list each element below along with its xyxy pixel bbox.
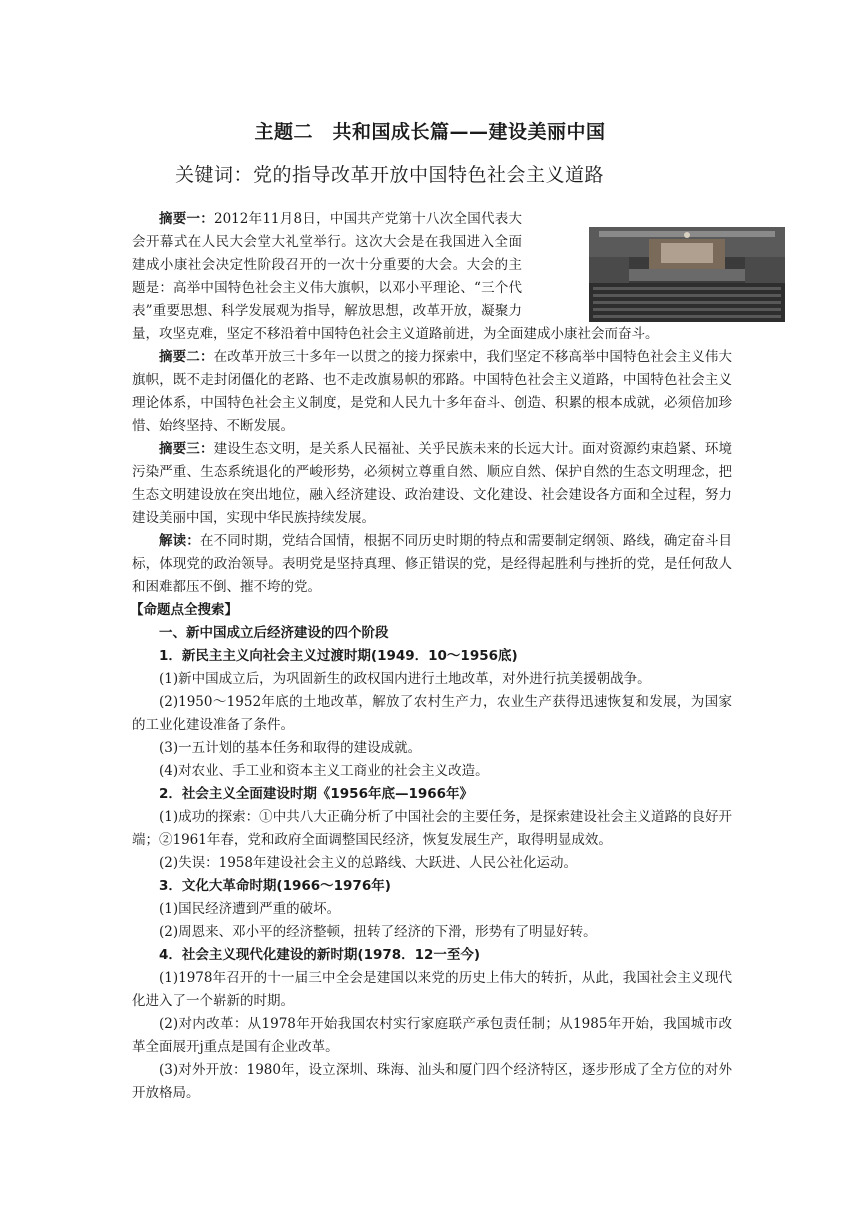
stage-item: (1)成功的探索：①中共八大正确分析了中国社会的主要任务，是探索建设社会主义道路的良好开端；②1961年春，党和政府全面调整国民经济，恢复发展生产，取得明显成效。 — [132, 809, 732, 848]
stage-item: (2)失误：1958年建设社会主义的总路线、大跃进、人民公社化运动。 — [159, 855, 577, 871]
abstract-label: 摘要一： — [159, 211, 214, 227]
stage-item: (2)周恩来、邓小平的经济整顿，扭转了经济的下滑，形势有了明显好转。 — [159, 924, 597, 940]
abstract-text: 建设生态文明，是关系人民福祉、关乎民族未来的长远大计。面对资源约束趋紧、环境污染严重、生态系统退化的严峻形势，必须树立尊重自然、顺应自然、保护自然的生态文明理念，把生态文明建设放在突出地位，融入经济建设、政治建设、文化建设、社会建设各方面和全过程，努力建设美丽中国，实现中华民族持续发展。 — [132, 441, 733, 526]
abstract-label: 摘要二： — [159, 349, 214, 365]
interpretation — [132, 530, 732, 599]
stage-item: (3)一五计划的基本任务和取得的建设成就。 — [159, 740, 422, 756]
interpretation-text: 在不同时期，党结合国情，根据不同历史时期的特点和需要制定纲领、路线，确定奋斗目标，体现党的政治领导。表明党是坚持真理、修正错误的党，是经得起胜利与挫折的党，是任何敌人和困难都压不倒、摧不垮的党。 — [132, 533, 733, 595]
interpretation-label: 解读： — [159, 533, 200, 549]
search-heading: 【命题点全搜索】 — [130, 602, 238, 618]
keywords-line: 关键词：党的指导改革开放中国特色社会主义道路 — [175, 164, 605, 186]
stage-title: 2．社会主义全面建设时期《1956年底—1966年》 — [159, 786, 474, 802]
section-heading: 一、新中国成立后经济建设的四个阶段 — [159, 625, 389, 641]
stage-item: (3)对外开放：1980年，设立深圳、珠海、汕头和厦门四个经济特区，逐步形成了全方位的对外开放格局。 — [132, 1062, 732, 1101]
stage-title: 4．社会主义现代化建设的新时期(1978．12一至今) — [159, 947, 481, 963]
abstract-2 — [132, 346, 732, 438]
stage-item: (2)1950～1952年底的土地改革，解放了农村生产力，农业生产获得迅速恢复和发展，为国家的工业化建设准备了条件。 — [132, 694, 732, 733]
stage-item: (1)新中国成立后，为巩固新生的政权国内进行土地改革，对外进行抗美援朝战争。 — [159, 671, 651, 687]
document-body — [132, 208, 732, 1105]
stage-item: (1)国民经济遭到严重的破坏。 — [159, 901, 341, 917]
stage-title: 3．文化大革命时期(1966～1976年) — [159, 878, 391, 894]
stage-item: (1)1978年召开的十一届三中全会是建国以来党的历史上伟大的转折，从此，我国社会主义现代化进入了一个崭新的时期。 — [132, 970, 732, 1009]
abstract-text: 在改革开放三十多年一以贯之的接力探索中，我们坚定不移高举中国特色社会主义伟大旗帜，既不走封闭僵化的老路、也不走改旗易帜的邪路。中国特色社会主义道路，中国特色社会主义理论体系，中国特色社会主义制度，是党和人民九十多年奋斗、创造、积累的根本成就，必须倍加珍惜、始终坚持、不断发展。 — [132, 349, 733, 434]
stage-title: 1．新民主主义向社会主义过渡时期(1949．10～1956底) — [159, 648, 518, 664]
abstract-text: 2012年11月8日，中国共产党第十八次全国代表大会开幕式在人民大会堂大礼堂举行。这次大会是在我国进入全面建成小康社会决定性阶段召开的一次十分重要的大会。大会的主题是：高举中国特色社会主义伟大旗帜，以邓小平理论、“三个代表”重要思想、科学发展观为指导，解放思想，改革开放，凝聚力量，攻坚克难，坚定不移沿着中国特色社会主义道路前进，为全面建成小康社会而奋斗。 — [132, 211, 659, 342]
abstract-label: 摘要三： — [159, 441, 214, 457]
page-title: 主题二 共和国成长篇——建设美丽中国 — [254, 121, 606, 143]
abstract-3 — [132, 438, 732, 530]
stage-item: (2)对内改革：从1978年开始我国农村实行家庭联产承包责任制；从1985年开始，我国城市改革全面展开j重点是国有企业改革。 — [132, 1016, 732, 1055]
stage-item: (4)对农业、手工业和资本主义工商业的社会主义改造。 — [159, 763, 489, 779]
